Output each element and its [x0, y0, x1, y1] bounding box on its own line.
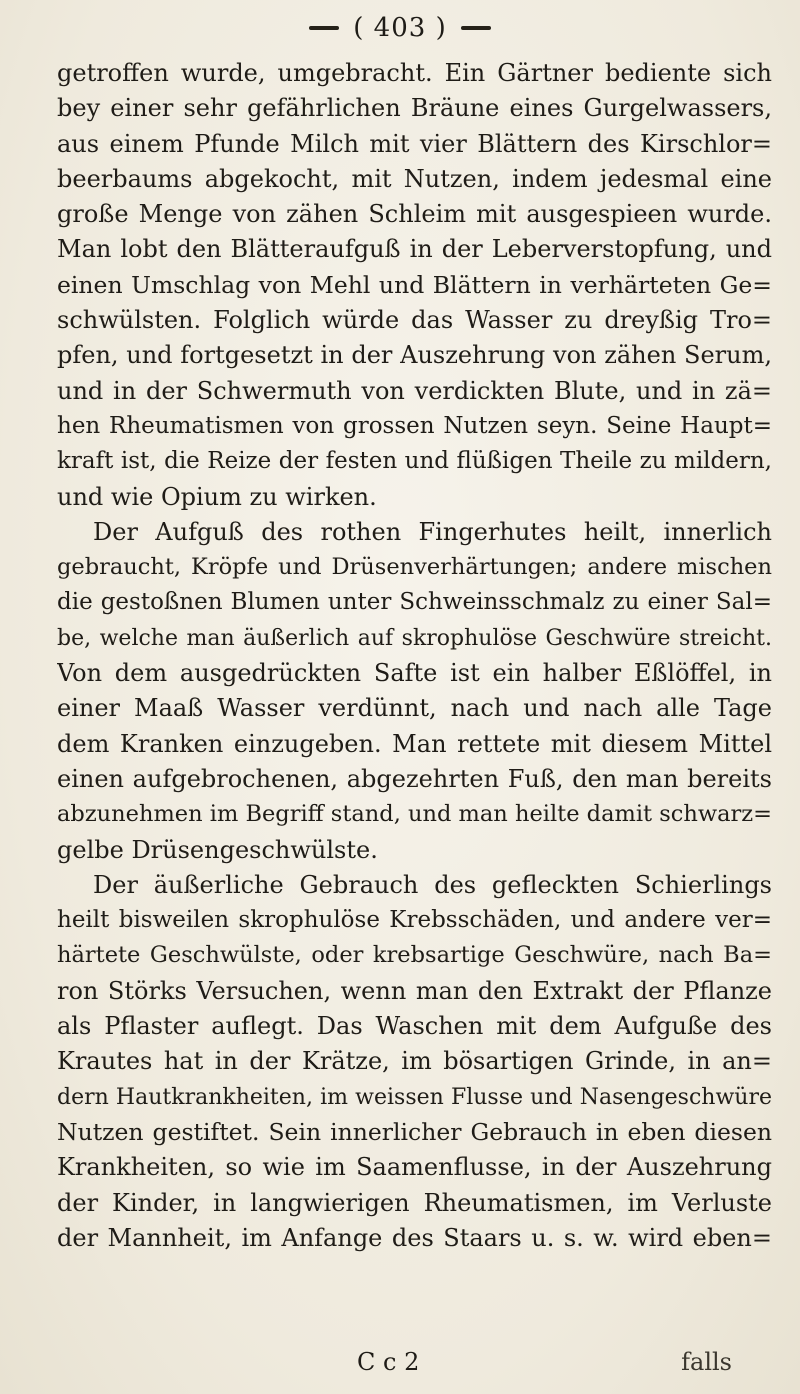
text-line: ron Störks Versuchen, wenn man den Extrakt der Pflanze [57, 976, 772, 1005]
text-line: und in der Schwermuth von verdickten Blute, und in zä= [57, 376, 772, 405]
page-number: ( 403 ) [353, 13, 447, 43]
text-line: aus einem Pfunde Milch mit vier Blättern des Kirschlor= [57, 129, 772, 158]
text-line: hen Rheumatismen von grossen Nutzen seyn. Seine Haupt= [57, 412, 772, 439]
text-line: der Mannheit, im Anfange des Staars u. s. w. wird eben= [57, 1223, 772, 1252]
text-line: Nutzen gestiftet. Sein innerlicher Gebrauch in eben diesen [57, 1117, 772, 1146]
page-footer [57, 1348, 772, 1383]
text-line: einen aufgebrochenen, abgezehrten Fuß, den man bereits [57, 764, 772, 793]
text-line: be, welche man äußerlich auf skrophulöse Geschwüre streicht. [57, 625, 772, 651]
text-line: heilt bisweilen skrophulöse Krebsschäden, und andere ver= [57, 907, 772, 934]
text-line: härtete Geschwülste, oder krebsartige Geschwüre, nach Ba= [57, 942, 772, 969]
text-line: der Kinder, in langwierigen Rheumatismen, im Verluste [57, 1188, 772, 1217]
text-line: die gestoßnen Blumen unter Schweinsschmalz zu einer Sal= [57, 589, 772, 616]
text-line: und wie Opium zu wirken. [57, 482, 377, 511]
text-line: pfen, und fortgesetzt in der Auszehrung von zähen Serum, [57, 341, 772, 370]
signature-mark: C c 2 [357, 1348, 420, 1376]
text-line: schwülsten. Folglich würde das Wasser zu dreyßig Tro= [57, 306, 772, 335]
text-line: gebraucht, Kröpfe und Drüsenverhärtungen; andere mischen [57, 554, 772, 581]
text-line: Krautes hat in der Krätze, im bösartigen Grinde, in an= [57, 1047, 772, 1076]
paragraph-start: Der äußerliche Gebrauch des gefleckten Schierlings [93, 870, 772, 899]
text-line: einen Umschlag von Mehl und Blättern in verhärteten Ge= [57, 270, 772, 299]
text-line: dem Kranken einzugeben. Man rettete mit diesem Mittel [57, 729, 772, 758]
header-rule-left [309, 26, 339, 30]
text-line: getroffen wurde, umgebracht. Ein Gärtner bediente sich [57, 59, 772, 87]
text-line: Krankheiten, so wie im Saamenflusse, in der Auszehrung [57, 1153, 772, 1182]
text-line: als Pflaster auflegt. Das Waschen mit dem Aufguße des [57, 1012, 772, 1041]
header-rule-right [461, 26, 491, 30]
text-line: große Menge von zähen Schleim mit ausgespieen wurde. [57, 200, 772, 229]
text-line: Man lobt den Blätteraufguß in der Leberverstopfung, und [57, 235, 772, 264]
catchword: falls [681, 1348, 732, 1376]
page-header [0, 10, 800, 46]
text-line: beerbaums abgekocht, mit Nutzen, indem jedesmal eine [57, 164, 772, 193]
text-line: gelbe Drüsengeschwülste. [57, 835, 378, 864]
text-line: abzunehmen im Begriff stand, und man heilte damit schwarz= [57, 801, 772, 828]
text-line: kraft ist, die Reize der festen und flüßigen Theile zu mildern, [57, 448, 772, 475]
text-line: Von dem ausgedrückten Safte ist ein halber Eßlöffel, in [57, 659, 772, 688]
body-text [57, 56, 772, 1256]
text-line: bey einer sehr gefährlichen Bräune eines Gurgelwassers, [57, 94, 772, 123]
paragraph-start: Der Aufguß des rothen Fingerhutes heilt, innerlich [93, 517, 772, 546]
text-line: dern Hautkrankheiten, im weissen Flusse und Nasengeschwüre [57, 1084, 772, 1110]
text-line: einer Maaß Wasser verdünnt, nach und nach alle Tage [57, 694, 772, 723]
